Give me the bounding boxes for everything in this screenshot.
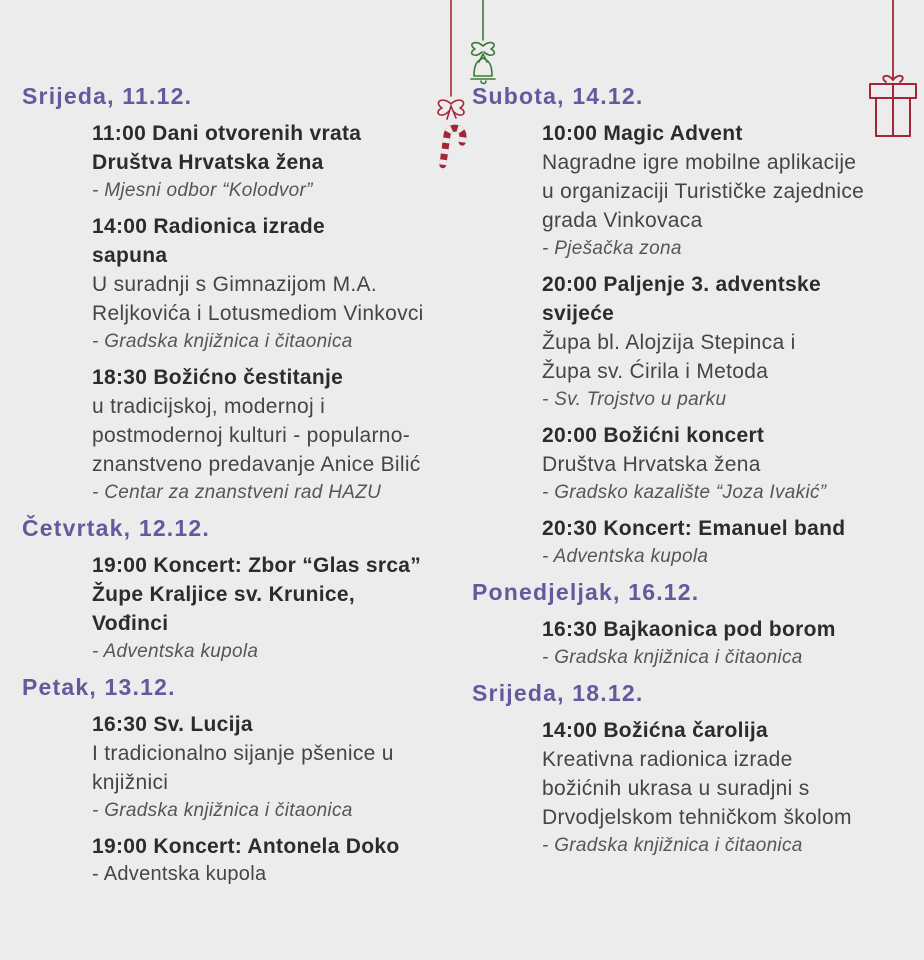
event-item [92,212,472,355]
events-column-left [22,82,472,888]
date-heading: Četvrtak, 12.12. [22,515,210,541]
event-line-body: božićnih ukrasa u suradjni s [542,777,810,800]
date-heading: Petak, 13.12. [22,674,176,700]
event-line-body: u tradicijskoj, modernoj i [92,395,326,418]
event-line-title: 14:00 Radionica izrade [92,215,326,238]
event-line-body: Kreativna radionica izrade [542,748,793,771]
event-item [92,551,472,665]
event-line-body: Drvodjelskom tehničkom školom [542,806,852,829]
event-line-title: 16:30 Sv. Lucija [92,713,253,736]
event-item [92,119,472,204]
event-line-title: 19:00 Koncert: Antonela Doko [92,835,400,858]
event-line-title: 20:00 Paljenje 3. adventske [542,273,821,296]
events-column-right [472,82,902,888]
event-line-title: sapuna [92,244,168,267]
date-heading: Ponedjeljak, 16.12. [472,579,700,605]
event-line-title: 19:00 Koncert: Zbor “Glas srca” [92,554,422,577]
event-item [542,421,902,506]
event-line-venue: - Centar za znanstveni rad HAZU [92,482,382,503]
event-line-title: 18:30 Božićno čestitanje [92,366,344,389]
event-line-venue: - Sv. Trojstvo u parku [542,389,727,410]
event-item [542,119,902,262]
date-heading: Srijeda, 18.12. [472,680,644,706]
event-line-title: Vođinci [92,612,169,635]
event-line-body: u organizaciji Turističke zajednice [542,180,865,203]
event-line-body: Nagradne igre mobilne aplikacije [542,151,857,174]
event-line-body: znanstveno predavanje Anice Bilić [92,453,421,476]
event-line-venue: - Adventska kupola [542,546,709,567]
event-line-body: Društva Hrvatska žena [542,453,761,476]
event-line-body: Župa sv. Ćirila i Metoda [542,360,769,383]
event-line-body: grada Vinkovaca [542,209,703,232]
event-line-title: 20:30 Koncert: Emanuel band [542,517,846,540]
event-line-body: Reljkovića i Lotusmediom Vinkovci [92,302,424,325]
event-line-venue: - Gradsko kazalište “Joza Ivakić” [542,482,827,503]
bell-ornament [462,0,506,92]
event-line-title: 11:00 Dani otvorenih vrata [92,122,362,145]
event-line-venue: - Pješačka zona [542,238,682,259]
event-item [542,514,902,570]
bell-icon [471,54,495,84]
event-line-venue: - Gradska knjižnica i čitaonica [542,647,803,668]
event-line-body: Župa bl. Alojzija Stepinca i [542,331,796,354]
event-item [542,615,902,671]
date-heading: Srijeda, 11.12. [22,83,193,109]
event-line-body: postmodernoj kulturi - popularno- [92,424,411,447]
event-line-title: Župe Kraljice sv. Krunice, [92,583,355,606]
event-item [92,832,472,888]
event-line-title: 14:00 Božićna čarolija [542,719,769,742]
event-line-title: svijeće [542,302,615,325]
event-line-title: Društva Hrvatska žena [92,151,324,174]
event-line-body: I tradicionalno sijanje pšenice u [92,742,394,765]
event-line-body: knjižnici [92,771,169,794]
event-line-venue_plain: - Adventska kupola [92,863,267,885]
event-item [92,363,472,506]
event-line-venue: - Gradska knjižnica i čitaonica [92,331,353,352]
bow-icon [472,43,495,56]
schedule-columns [22,82,924,888]
date-heading: Subota, 14.12. [472,83,644,109]
event-line-title: 16:30 Bajkaonica pod borom [542,618,836,641]
event-line-venue: - Mjesni odbor “Kolodvor” [92,180,313,201]
event-item [542,716,902,859]
event-item [92,710,472,824]
event-line-venue: - Adventska kupola [92,641,259,662]
event-line-venue: - Gradska knjižnica i čitaonica [92,800,353,821]
event-line-title: 10:00 Magic Advent [542,122,743,145]
event-item [542,270,902,413]
event-line-title: 20:00 Božićni koncert [542,424,765,447]
event-line-body: U suradnji s Gimnazijom M.A. [92,273,377,296]
event-line-venue: - Gradska knjižnica i čitaonica [542,835,803,856]
